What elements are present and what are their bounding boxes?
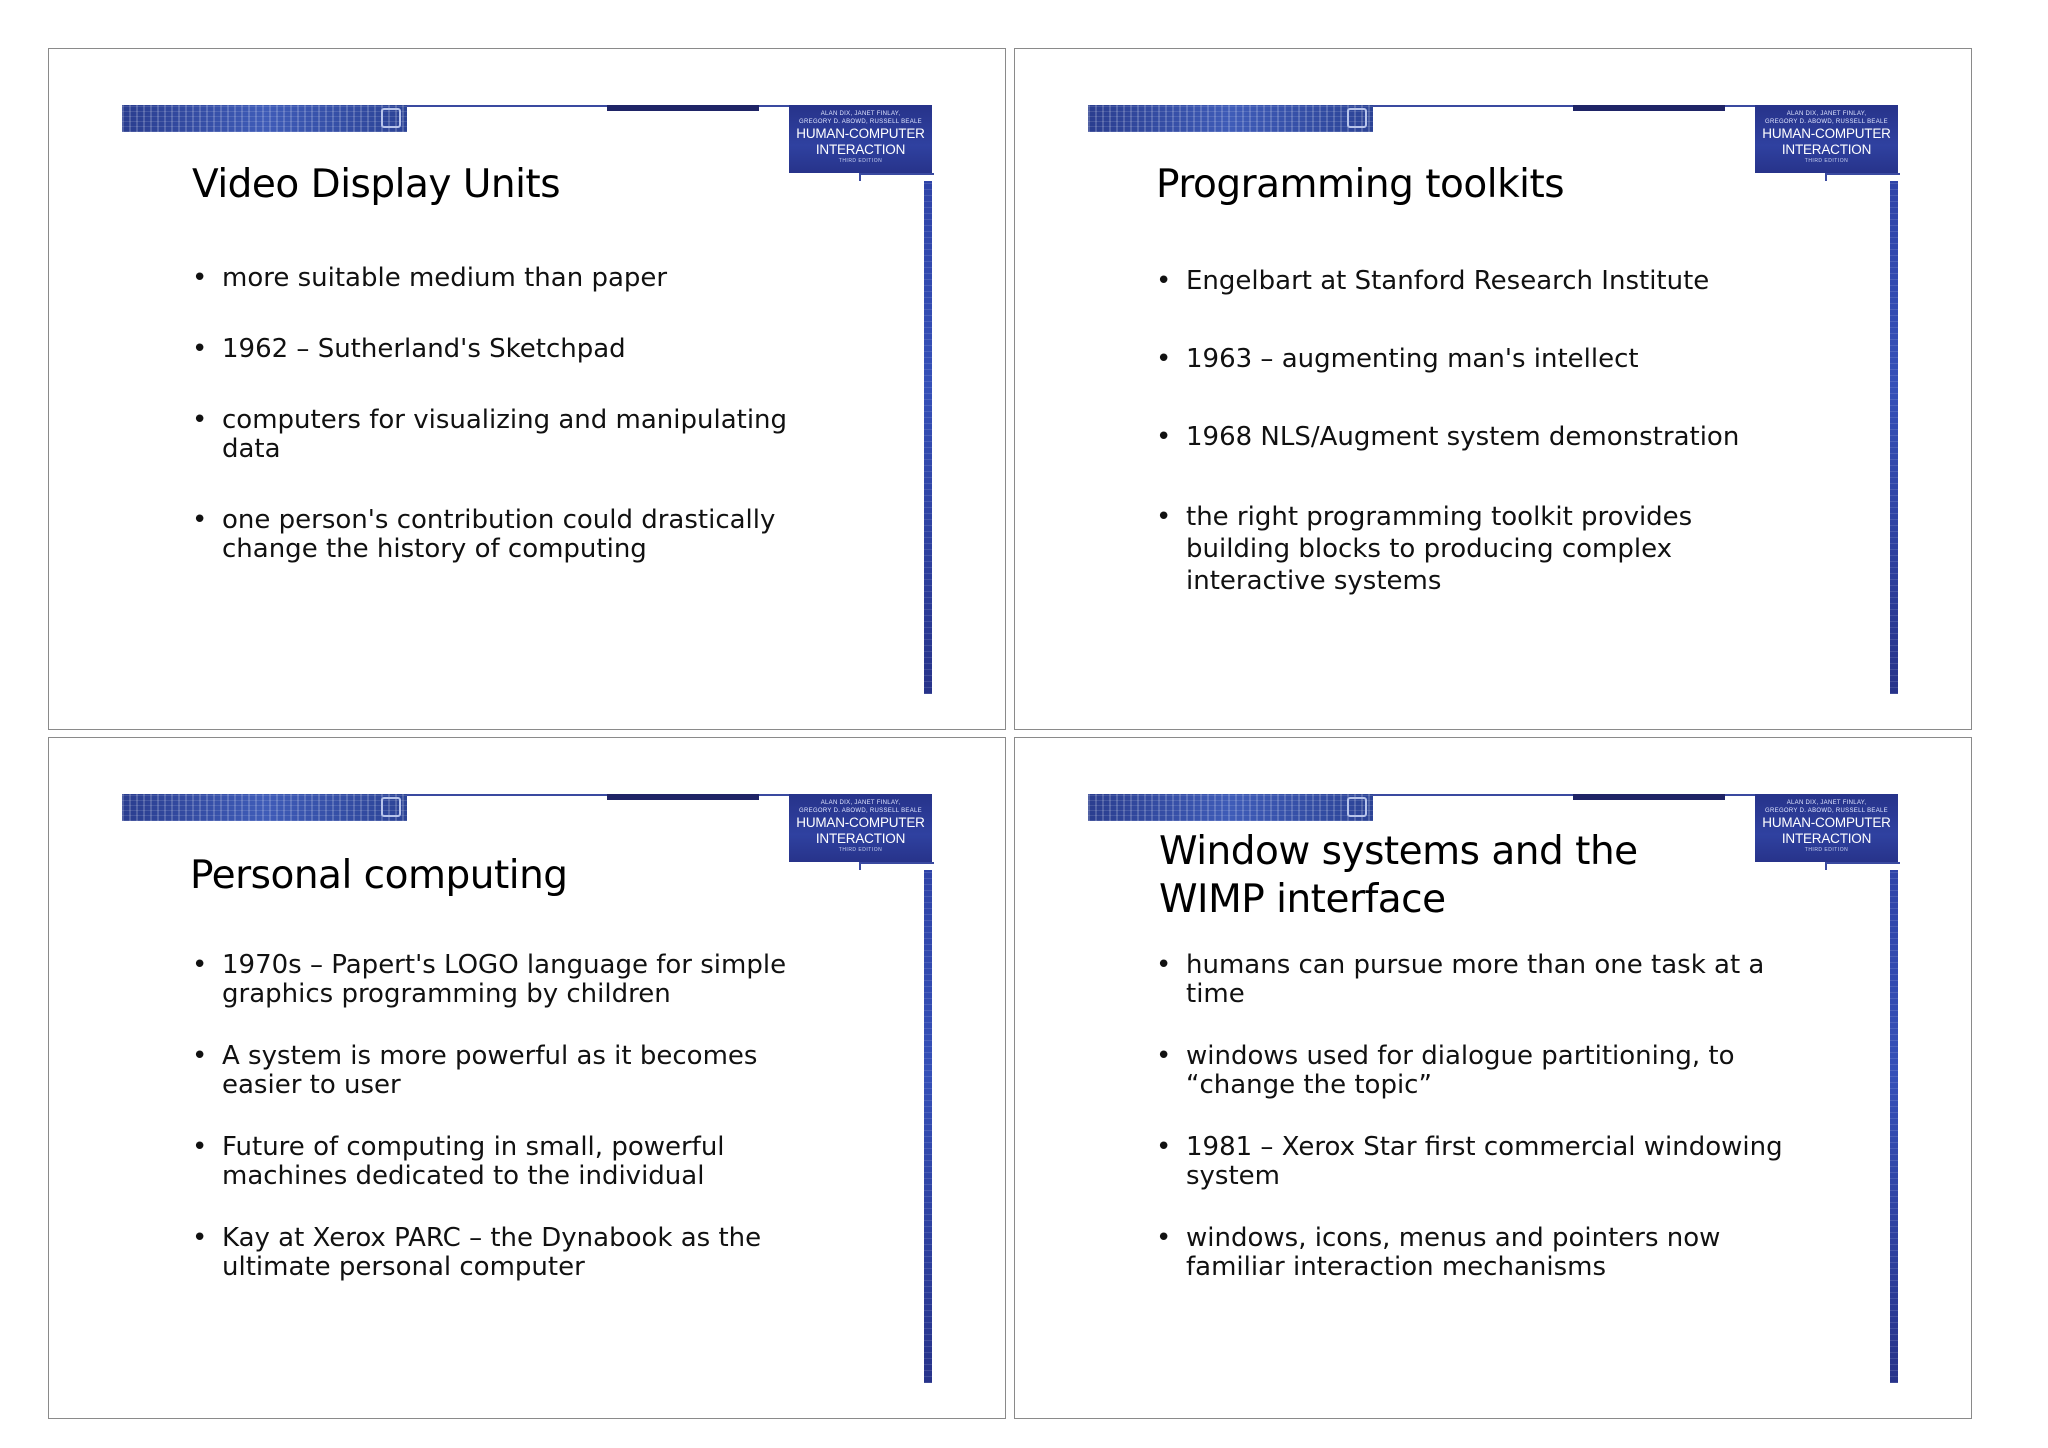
book-title-line-2: INTERACTION [815,142,906,157]
header-strip-decoration [1088,794,1373,821]
header-strip-decoration [122,105,407,132]
book-corner-line [1825,862,1900,864]
header-strip-decoration [122,794,407,821]
book-title-line-2: INTERACTION [1781,142,1872,157]
book-corner-tick [1825,862,1827,870]
book-authors-line-1: ALAN DIX, JANET FINLAY, [820,111,901,117]
bullet-item: • one person's contribution could drastically change the history of computing [192,505,776,564]
bullet-text: computers for visualizing and manipulating data [222,405,788,464]
bullet-text: A system is more powerful as it becomes easier to user [222,1041,758,1100]
book-edition: THIRD EDITION [838,158,883,164]
book-title-line-1: HUMAN-COMPUTER [796,126,925,141]
book-authors-line-2: GREGORY D. ABOWD, RUSSELL BEALE [799,119,922,125]
book-corner-tick [859,173,861,181]
book-cover-logo [789,105,932,173]
header-dark-bar [607,105,759,111]
header-dark-bar [1573,105,1725,111]
bullet-text: 1970s – Papert's LOGO language for simple graphics programming by children [222,950,787,1009]
book-title-line-1: HUMAN-COMPUTER [1762,815,1891,830]
bullet-item: • Future of computing in small, powerful machines dedicated to the individual [192,1132,725,1191]
book-authors-line-1: ALAN DIX, JANET FINLAY, [820,800,901,806]
bullet-text: Future of computing in small, powerful machines dedicated to the individual [222,1132,725,1191]
bullet-list [1156,267,1816,597]
slide-title: Personal computing [190,853,568,898]
slide-title-line-1: Window systems and the [1159,829,1638,874]
book-corner-tick [859,862,861,870]
bullet-item: • 1968 NLS/Augment system demonstration [1156,422,1740,452]
side-vertical-bar [924,181,932,694]
book-authors-line-2: GREGORY D. ABOWD, RUSSELL BEALE [1765,119,1888,125]
bullet-text: 1968 NLS/Augment system demonstration [1186,422,1740,452]
bullet-list [1156,951,1816,1282]
strip-end-ornament [1347,108,1367,128]
bullet-item: • computers for visualizing and manipulating data [192,405,788,464]
bullet-text: Kay at Xerox PARC – the Dynabook as the ultimate personal computer [222,1223,762,1282]
slide-title-line-2: WIMP interface [1159,877,1446,922]
bullet-item: • more suitable medium than paper [192,263,668,293]
book-cover-logo [789,794,932,862]
book-corner-line [859,173,934,175]
book-edition: THIRD EDITION [838,847,883,853]
bullet-list [192,264,852,564]
slide-title: Video Display Units [192,162,561,207]
bullet-text: windows, icons, menus and pointers now familiar interaction mechanisms [1186,1223,1721,1282]
bullet-item: • the right programming toolkit provides building blocks to producing complex interactive systems [1156,502,1693,596]
slide-title: Programming toolkits [1156,162,1565,207]
book-authors-line-1: ALAN DIX, JANET FINLAY, [1786,800,1867,806]
book-cover-logo [1755,105,1898,173]
book-title-line-1: HUMAN-COMPUTER [796,815,925,830]
book-cover-logo [1755,794,1898,862]
book-title-line-2: INTERACTION [815,831,906,846]
side-vertical-bar [1890,870,1898,1383]
book-authors-line-1: ALAN DIX, JANET FINLAY, [1786,111,1867,117]
bullet-item: • Engelbart at Stanford Research Institute [1156,266,1710,296]
book-title-line-2: INTERACTION [1781,831,1872,846]
bullet-text: humans can pursue more than one task at a time [1186,950,1765,1009]
strip-end-ornament [381,797,401,817]
book-authors-line-2: GREGORY D. ABOWD, RUSSELL BEALE [1765,808,1888,814]
bullet-text: the right programming toolkit provides building blocks to producing complex interactive systems [1186,502,1693,596]
bullet-item: • A system is more powerful as it becomes easier to user [192,1041,758,1100]
bullet-item: • 1962 – Sutherland's Sketchpad [192,334,626,364]
book-edition: THIRD EDITION [1804,158,1849,164]
book-corner-line [859,862,934,864]
header-strip-decoration [1088,105,1373,132]
bullet-text: one person's contribution could drastically change the history of computing [222,505,776,564]
strip-end-ornament [1347,797,1367,817]
bullet-text: 1962 – Sutherland's Sketchpad [222,334,626,364]
book-title-line-1: HUMAN-COMPUTER [1762,126,1891,141]
slide-personal-computing [48,737,1006,1419]
book-corner-line [1825,173,1900,175]
header-dark-bar [1573,794,1725,800]
strip-end-ornament [381,108,401,128]
bullet-text: Engelbart at Stanford Research Institute [1186,266,1710,296]
bullet-text: 1963 – augmenting man's intellect [1186,344,1639,374]
bullet-text: more suitable medium than paper [222,263,668,293]
side-vertical-bar [1890,181,1898,694]
side-vertical-bar [924,870,932,1383]
slide-programming-toolkits [1014,48,1972,730]
bullet-text: 1981 – Xerox Star first commercial windowing system [1186,1132,1783,1191]
bullet-item: • Kay at Xerox PARC – the Dynabook as the ultimate personal computer [192,1223,762,1282]
bullet-item: • windows used for dialogue partitioning, to “change the topic” [1156,1041,1735,1100]
slide-window-systems-wimp [1014,737,1972,1419]
header-dark-bar [607,794,759,800]
bullet-item: • windows, icons, menus and pointers now familiar interaction mechanisms [1156,1223,1721,1282]
bullet-item: • 1963 – augmenting man's intellect [1156,344,1639,374]
bullet-item: • 1970s – Papert's LOGO language for simple graphics programming by children [192,950,787,1009]
bullet-text: windows used for dialogue partitioning, to “change the topic” [1186,1041,1735,1100]
book-edition: THIRD EDITION [1804,847,1849,853]
bullet-item: • humans can pursue more than one task at a time [1156,950,1765,1009]
slide-video-display-units [48,48,1006,730]
book-corner-tick [1825,173,1827,181]
bullet-item: • 1981 – Xerox Star first commercial windowing system [1156,1132,1783,1191]
bullet-list [192,951,852,1282]
book-authors-line-2: GREGORY D. ABOWD, RUSSELL BEALE [799,808,922,814]
